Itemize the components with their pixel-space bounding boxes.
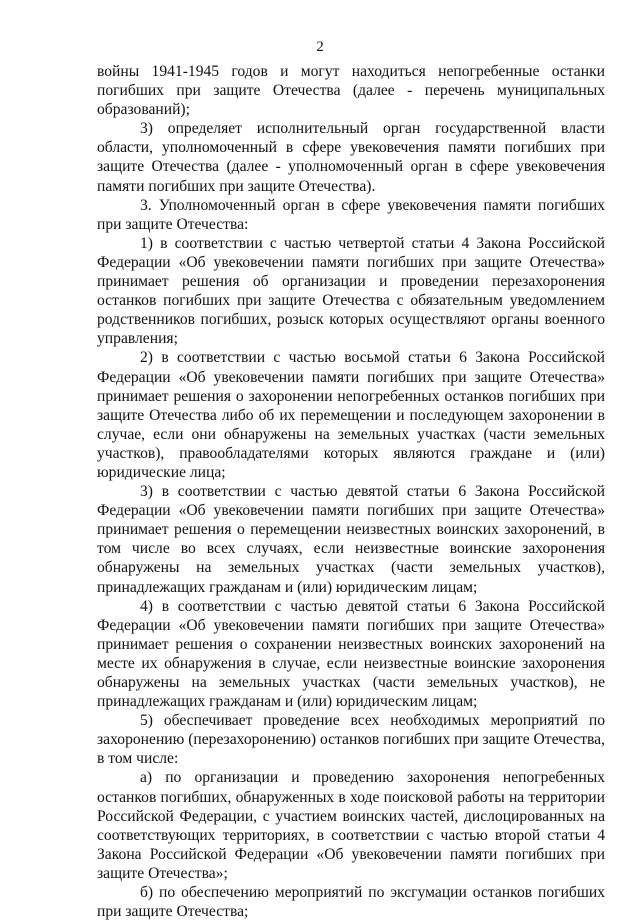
paragraph-7: 4) в соответствии с частью девятой статьи 6 Закона Российской Федерации «Об увековечении памяти погибших при защите Отечества» принимает решения о сохранении неизвестных воинских захоронений на месте их обнаружения в случае, если неизвестные воинские захоронения обнаружены на земельных участках (части земельных участков), не принадлежащих гражданам и (или) юридическим лицам;	[97, 597, 605, 711]
paragraph-4: 1) в соответствии с частью четвертой статьи 4 Закона Российской Федерации «Об увековечении памяти погибших при защите Отечества» принимает решения об организации и проведении перезахоронения останков погибших при защите Отечества с обязательным уведомлением родственников погибших, розыск которых осуществляют органы военного управления;	[97, 234, 605, 348]
page-number: 2	[316, 39, 324, 55]
paragraph-2: 3) определяет исполнительный орган государственной власти области, уполномоченный в сфере увековечения памяти погибших при защите Отечества (далее - уполномоченный орган в сфере увековечения памяти погибших при защите Отечества).	[97, 120, 605, 195]
document-body	[97, 62, 605, 921]
paragraph-10: б) по обеспечению мероприятий по эксгумации останков погибших при защите Отечества;	[97, 884, 605, 921]
paragraph-9: а) по организации и проведению захоронения непогребенных останков погибших, обнаруженных в ходе поисковой работы на территории Российской Федерации, с участием воинских частей, дислоцированных на соответствующих территориях, в соответствии с частью второй статьи 4 Закона Российской Федерации «Об увековечении памяти погибших при защите Отечества»;	[97, 769, 605, 882]
paragraph-3: 3. Уполномоченный орган в сфере увековечения памяти погибших при защите Отечества:	[97, 196, 605, 233]
paragraph-8: 5) обеспечивает проведение всех необходимых мероприятий по захоронению (перезахоронению) останков погибших при защите Отечества, в том числе:	[97, 712, 605, 768]
paragraph-6: 3) в соответствии с частью девятой статьи 6 Закона Российской Федерации «Об увековечении памяти погибших при защите Отечества» принимает решения о перемещении неизвестных воинских захоронений, в том числе во всех случаях, если неизвестные воинские захоронения обнаружены на земельных участках (части земельных участков), принадлежащих гражданам и (или) юридическим лицам;	[97, 483, 605, 596]
paragraph-5: 2) в соответствии с частью восьмой статьи 6 Закона Российской Федерации «Об увековечении памяти погибших при защите Отечества» принимает решения о захоронении непогребенных останков погибших при защите Отечества либо об их перемещении и последующем захоронении в случае, если они обнаружены на земельных участках (части земельных участков), правообладателями которых являются граждане и (или) юридические лица;	[97, 349, 605, 481]
paragraph-1: войны 1941-1945 годов и могут находиться непогребенные останки погибших при защите Отечества (далее - перечень муниципальных образований);	[97, 63, 605, 119]
